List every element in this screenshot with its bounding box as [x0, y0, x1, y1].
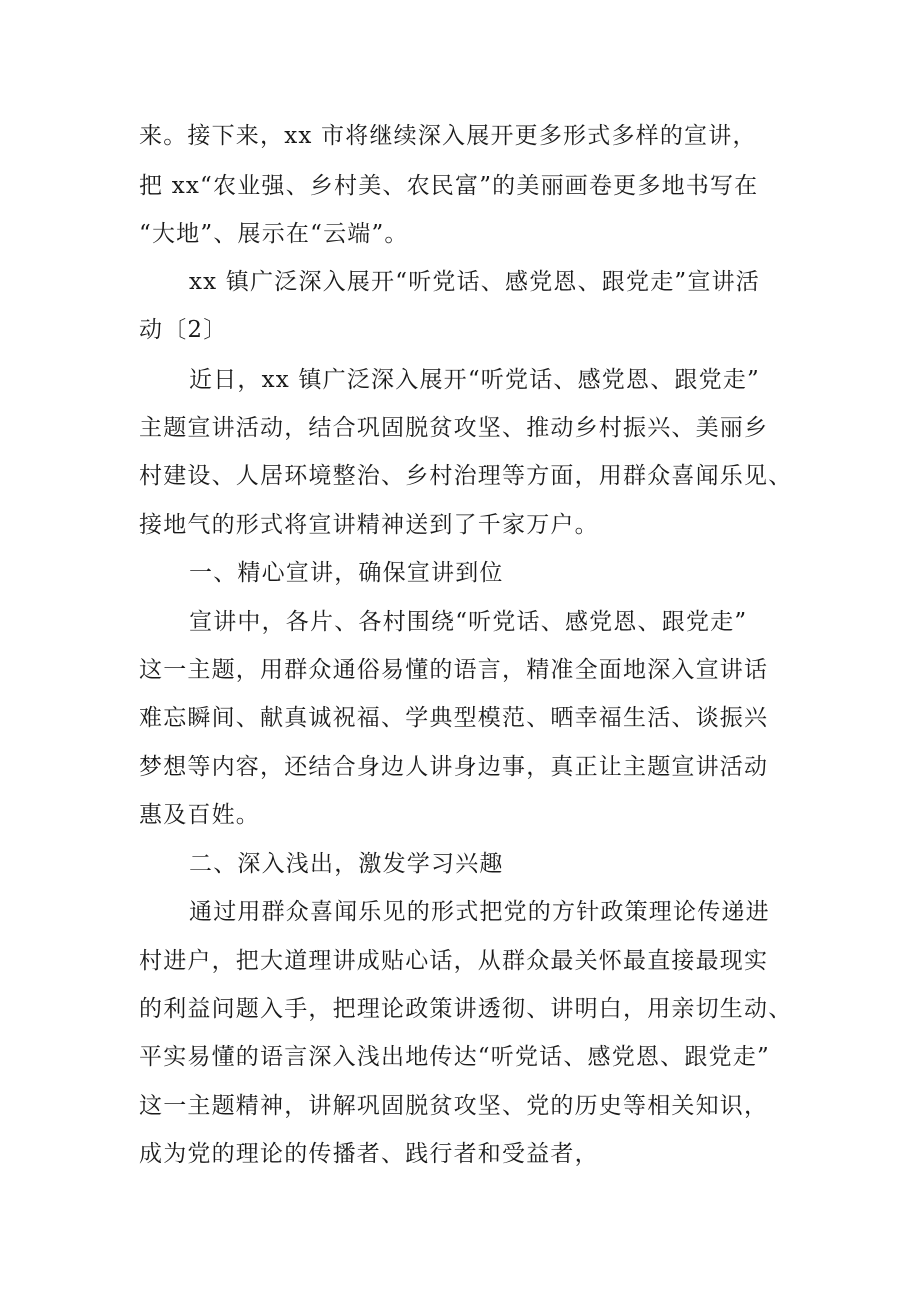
text-line: 主题宣讲活动，结合巩固脱贫攻坚、推动乡村振兴、美丽乡: [139, 415, 769, 441]
text-line: 村进户，把大道理讲成贴心话，从群众最关怀最直接最现实: [139, 948, 769, 974]
text-line: 这一主题，用群众通俗易懂的语言，精准全面地深入宣讲话: [139, 657, 769, 683]
text-line: 梦想等内容，还结合身边人讲身边事，真正让主题宣讲活动: [139, 754, 769, 780]
text-line: 惠及百姓。: [139, 802, 260, 828]
text-line: xx 镇广泛深入展开“听党话、感党恩、跟党走”宣讲活: [189, 269, 760, 295]
section-heading: 二、深入浅出，激发学习兴趣: [189, 851, 504, 877]
text-line: 宣讲中，各片、各村围绕“听党话、感党恩、跟党走”: [189, 609, 748, 635]
text-line: 近日，xx 镇广泛深入展开“听党话、感党恩、跟党走”: [189, 367, 760, 393]
text-line: 动〔2〕: [139, 317, 228, 343]
text-line: “大地”、展示在“云端”。: [139, 221, 409, 247]
text-line: 难忘瞬间、献真诚祝福、学典型模范、晒幸福生活、谈振兴: [139, 705, 769, 731]
text-line: 把 xx“农业强、乡村美、农民富”的美丽画卷更多地书写在: [139, 173, 759, 199]
text-line: 平实易懂的语言深入浅出地传达“听党话、感党恩、跟党走”: [139, 1044, 770, 1070]
text-line: 这一主题精神，讲解巩固脱贫攻坚、党的历史等相关知识，: [139, 1093, 769, 1119]
text-line: 通过用群众喜闻乐见的形式把党的方针政策理论传递进: [189, 899, 770, 925]
section-heading: 一、精心宣讲，确保宣讲到位: [189, 560, 504, 586]
text-line: 来。接下来，xx 市将继续深入展开更多形式多样的宣讲，: [139, 123, 757, 149]
text-line: 的利益问题入手，把理论政策讲透彻、讲明白，用亲切生动、: [139, 996, 793, 1022]
text-line: 村建设、人居环境整治、乡村治理等方面，用群众喜闻乐见、: [139, 463, 793, 489]
text-line: 成为党的理论的传播者、践行者和受益者，: [139, 1141, 599, 1167]
text-line: 接地气的形式将宣讲精神送到了千家万户。: [139, 512, 599, 538]
